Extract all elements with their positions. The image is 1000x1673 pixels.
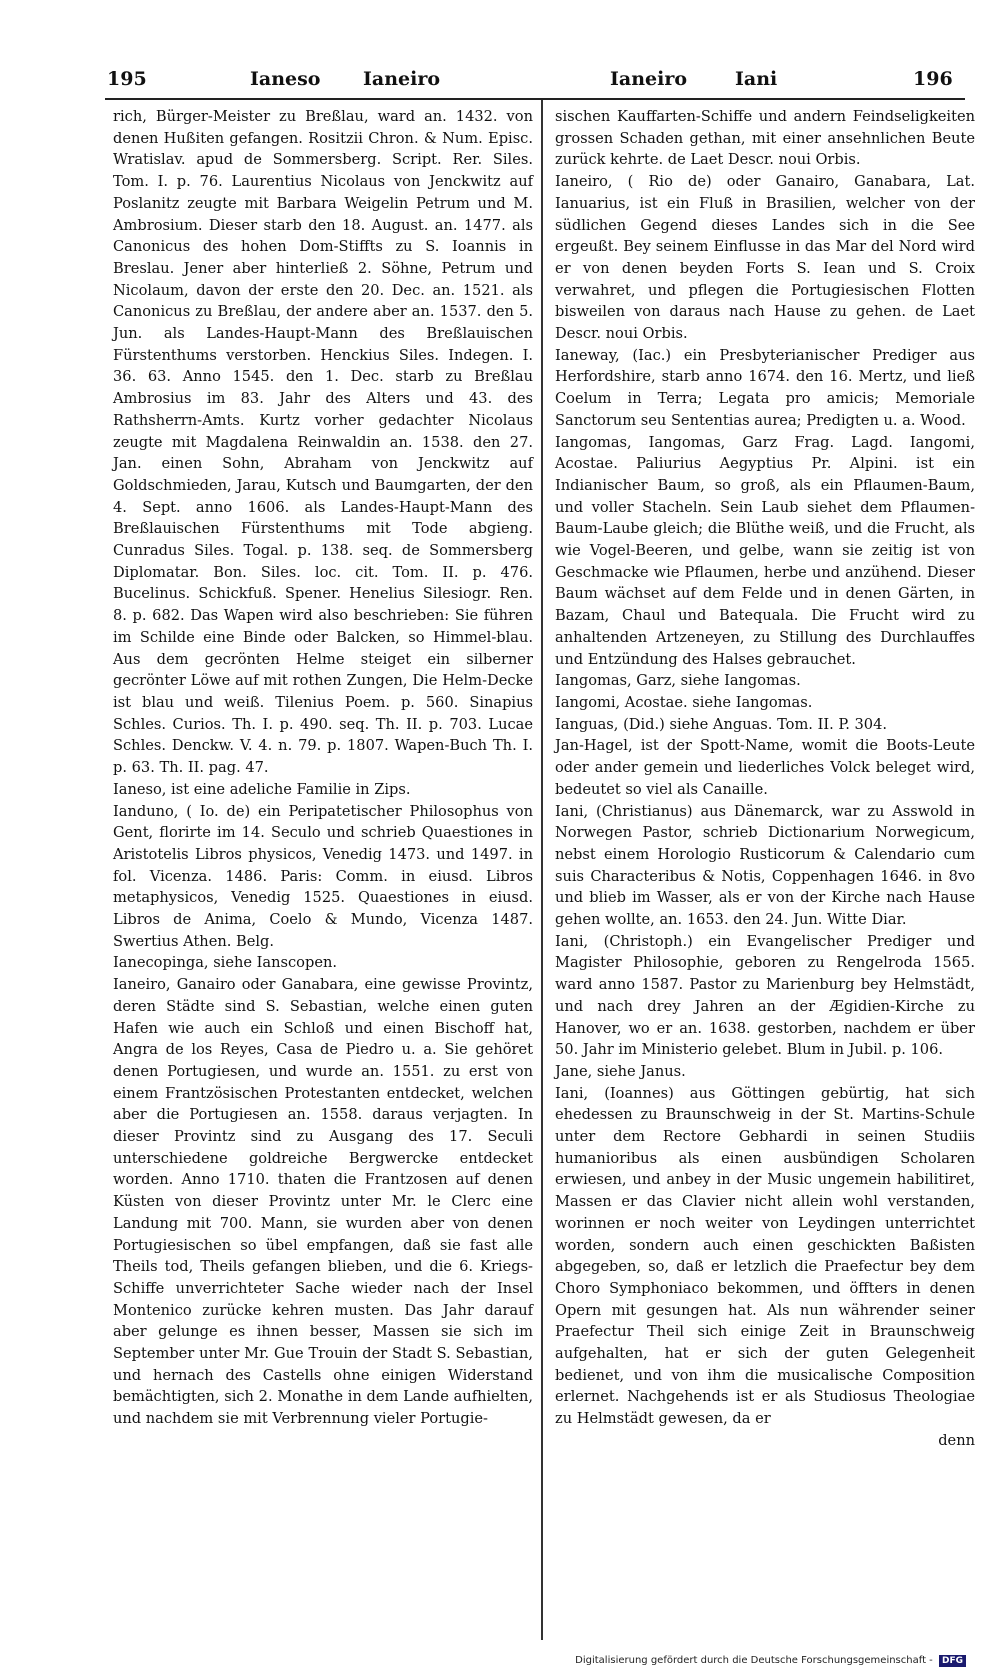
digitization-footer: [575, 1655, 966, 1667]
left-column: [113, 106, 533, 1430]
left-catchword-2: Ianeiro: [363, 68, 441, 90]
footer-text: Digitalisierung gefördert durch die Deutsche Forschungsgemeinschaft -: [575, 1655, 933, 1666]
right-entry: Iangomi, Acostae. siehe Iangomas.: [555, 693, 813, 711]
left-entry: rich, Bürger-Meister zu Breßlau, ward an. 1432. von denen Hußiten gefangen. Rositzii Chron. & Num. Episc. Wratislav. apud de Sommersberg. Script. Rer. Siles. Tom. I. p. 76. Laurentius Nicolaus von Jenckwitz auf Poslanitz zeugte mit Barbara Weigelin Petrum und M. Ambrosium. Dieser starb den 18. August. an. 1477. als Canonicus des hohen Dom-Stiffts zu S. Ioannis in Breslau. Jener aber hinterließ 2. Söhne, Petrum und Nicolaum, davon der erste den 20. Dec. an. 1521. als Canonicus zu Breßlau, der andere aber an. 1537. den 5. Jun. als Landes-Haupt-Mann des Breßlauischen Fürstenthums verstorben. Henckius Siles. Indegen. I. 36. 63. Anno 1545. den 1. Dec. starb zu Breßlau Ambrosius im 83. Jahr des Alters und 43. des Rathsherrn-Amts. Kurtz vorher gedachter Nicolaus zeugte mit Magdalena Reinwaldin an. 1538. den 27. Jan. einen Sohn, Abraham von Jenckwitz auf Goldschmieden, Jarau, Kutsch und Baumgarten, der den 4. Sept. anno 1606. als Landes-Haupt-Mann des Breßlauischen Fürstenthums mit Tode abgieng. Cunradus Siles. Togal. p. 138. seq. de Sommersberg Diplomatar. Bon. Siles. loc. cit. Tom. II. p. 476. Bucelinus. Schickfuß. Spener. Henelius Silesiogr. Ren. 8. p. 682. Das Wapen wird also beschrieben: Sie führen im Schilde eine Binde oder Balcken, so Himmel-blau. Aus dem gecrönten Helme steiget ein silberner gecrönter Löwe auf mit rothen Zungen, Die Helm-Decke ist blau und weiß. Tilenius Poem. p. 560. Sinapius Schles. Curios. Th. I. p. 490. seq. Th. II. p. 703. Lucae Schles. Denckw. V. 4. n. 79. p. 1807. Wapen-Buch Th. I. p. 63. Th. II. pag. 47.: [113, 108, 533, 777]
right-entry: Jan-Hagel, ist der Spott-Name, womit die Boots-Leute oder ander gemein und liederliches Volck beleget wird, bedeutet so viel als Canaille.: [555, 737, 975, 798]
right-page-number: 196: [913, 68, 953, 90]
left-entry: Ianecopinga, siehe Ianscopen.: [113, 954, 337, 972]
right-entry: Iani, (Christoph.) ein Evangelischer Prediger und Magister Philosophie, geboren zu Rengelroda 1565. ward anno 1587. Pastor zu Marienburg bey Helmstädt, und nach drey Jahren an der Ægidien-Kirche zu Hanover, wo er an. 1638. gestorben, nachdem er über 50. Jahr im Ministerio gelebet. Blum in Jubil. p. 106.: [555, 932, 975, 1059]
column-divider: [541, 100, 543, 1640]
left-entry: Ianeiro, Ganairo oder Ganabara, eine gewisse Provintz, deren Städte sind S. Sebastian, welche einen guten Hafen wie auch ein Schloß und einen Bischoff hat, Angra de los Reyes, Casa de Piedro u. a. Sie gehöret denen Portugiesen, und wurde an. 1551. zu erst von einem Frantzösischen Protestanten entdecket, welchen aber die Portugiesen an. 1558. daraus verjagten. In dieser Provintz sind zu Ausgang des 17. Seculi unterschiedene goldreiche Bergwercke entdecket worden. Anno 1710. thaten die Frantzosen auf denen Küsten von dieser Provintz unter Mr. le Clerc eine Landung mit 700. Mann, sie wurden aber von denen Portugiesischen so übel empfangen, daß sie fast alle Theils tod, Theils gefangen blieben, und die 6. Kriegs-Schiffe unverrichteter Sache wieder nach der Insel Montenico zurücke kehren musten. Das Jahr darauf aber gelunge es ihnen besser, Massen sie sich im September unter Mr. Gue Trouin der Stadt S. Sebastian, und hernach des Castells ohne einigen Widerstand bemächtigten, sich 2. Monathe in dem Lande aufhielten, und nachdem sie mit Verbrennung vieler Portugie-: [113, 976, 533, 1428]
right-entry: Iangomas, Iangomas, Garz Frag. Lagd. Iangomi, Acostae. Paliurius Aegyptius Pr. Alpini. ist ein Indianischer Baum, so groß, als ein Pflaumen-Baum, und voller Stacheln. Sein Laub siehet dem Pflaumen-Baum-Laube gleich; die Blüthe weiß, und die Frucht, als wie Vogel-Beeren, und gelbe, wann sie zeitig ist von Geschmacke wie Pflaumen, herbe und anzühend. Dieser Baum wächset auf dem Felde und in denen Gärten, in Bazam, Chaul und Batequala. Die Frucht wird zu anhaltenden Artzeneyen, zu Stillung des Durchlauffes und Entzündung des Halses gebrauchet.: [555, 433, 975, 668]
left-entry: Ianduno, ( Io. de) ein Peripatetischer Philosophus von Gent, florirte im 14. Seculo und schrieb Quaestiones in Aristotelis Libros physicos, Venedig 1473. und 1497. in fol. Vicenza. 1486. Paris: Comm. in eiusd. Libros metaphysicos, Venedig 1525. Quaestiones in eiusd. Libros de Anima, Coelo & Mundo, Vicenza 1487. Swertius Athen. Belg.: [113, 802, 533, 950]
right-entry: Ianeway, (Iac.) ein Presbyterianischer Prediger aus Herfordshire, starb anno 1674. den 16. Mertz, und ließ Coelum in Terra; Legata pro amicis; Memoriale Sanctorum seu Sententias aurea; Predigten u. a. Wood.: [555, 346, 975, 429]
right-catchword-1: Ianeiro: [610, 68, 688, 90]
catchword: denn: [938, 1431, 975, 1449]
right-entry: Jane, siehe Janus.: [555, 1062, 686, 1080]
right-entry: Ianeiro, ( Rio de) oder Ganairo, Ganabara, Lat. Ianuarius, ist ein Fluß in Brasilien, welcher von der südlichen Gegend dieses Landes sich in die See ergeußt. Bey seinem Einflusse in das Mar del Nord wird er von denen beyden Forts S. Iean und S. Croix verwahret, und pflegen die Portugiesischen Flotten bisweilen von daraus nach Hause zu gehen. de Laet Descr. noui Orbis.: [555, 173, 975, 343]
header-rule: [105, 98, 965, 100]
right-column: [555, 106, 975, 1452]
right-entry: sischen Kauffarten-Schiffe und andern Feindseligkeiten grossen Schaden gethan, mit einer ansehnlichen Beute zurück kehrte. de Laet Descr. noui Orbis.: [555, 108, 975, 169]
right-entry: Iani, (Ioannes) aus Göttingen gebürtig, hat sich ehedessen zu Braunschweig in der St. Martins-Schule unter dem Rectore Gebhardi in seinen Studiis humanioribus als einen ausbündigen Scholaren erwiesen, und anbey in der Music ungemein habilitiret, Massen er das Clavier nicht allein wohl verstanden, worinnen er noch weiter von Leydingen unterrichtet worden, sondern auch einen geschickten Baßisten abgegeben, so, daß er letzlich die Praefectur bey dem Choro Symphoniaco bekommen, und öffters in denen Opern mit gesungen hat. Als nun währender seiner Praefectur Theil sich einige Zeit in Braunschweig aufgehalten, hat er sich der guten Gelegenheit bedienet, und von ihm die musicalische Composition erlernet. Nachgehends ist er als Studiosus Theologiae zu Helmstädt gewesen, da er: [555, 1084, 975, 1428]
left-catchword-1: Ianeso: [250, 68, 321, 90]
left-entry: Ianeso, ist eine adeliche Familie in Zips.: [113, 780, 411, 798]
left-page-number: 195: [107, 68, 147, 90]
dfg-logo: DFG: [939, 1655, 966, 1667]
right-catchword-2: Iani: [735, 68, 778, 90]
right-entry: Iangomas, Garz, siehe Iangomas.: [555, 672, 801, 690]
book-page: [105, 62, 975, 1637]
right-entry: Iani, (Christianus) aus Dänemarck, war zu Asswold in Norwegen Pastor, schrieb Dictionarium Norwegicum, nebst einem Horologio Rusticorum & Calendario cum suis Characteribus & Notis, Coppenhagen 1646. in 8vo und blieb im Wasser, als er von der Kirche nach Hause gehen wollte, an. 1653. den 24. Jun. Witte Diar.: [555, 802, 975, 929]
page-header: [105, 62, 965, 98]
right-entry: Ianguas, (Did.) siehe Anguas. Tom. II. P. 304.: [555, 715, 888, 733]
